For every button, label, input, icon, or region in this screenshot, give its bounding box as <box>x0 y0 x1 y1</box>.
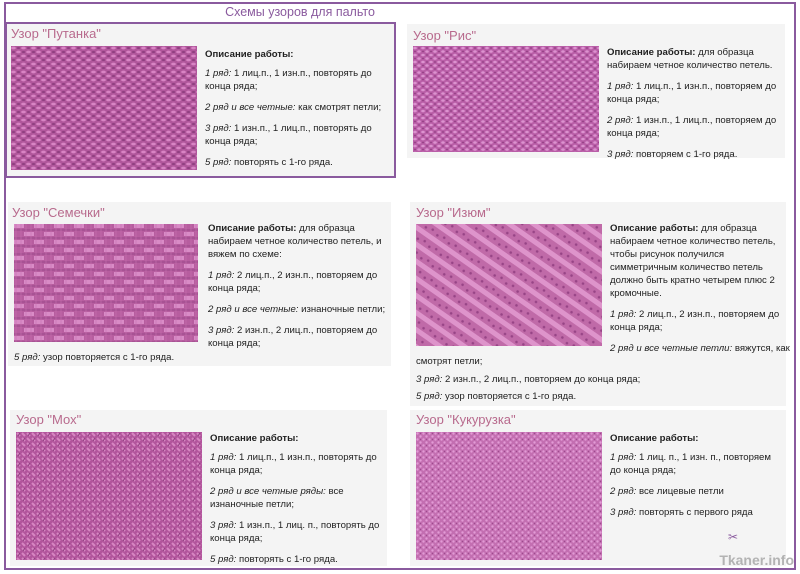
pattern-row5: 5 ряд: узор повторяется с 1-го ряда. <box>14 352 175 363</box>
knit-swatch-image <box>416 432 602 560</box>
knit-swatch-image <box>11 46 197 170</box>
knit-swatch-image <box>14 224 198 342</box>
scissors-icon: ✂ <box>728 530 739 544</box>
pattern-title: Узор "Семечки" <box>12 205 105 220</box>
pattern-title: Узор "Мох" <box>16 412 82 427</box>
pattern-card-izyum <box>410 202 790 406</box>
pattern-row3: 3 ряд: 2 изн.п., 2 лиц.п., повторяем до конца ряда; <box>416 374 641 385</box>
site-logo: Tkaner.info <box>719 552 794 568</box>
page-title: Схемы узоров для пальто <box>225 5 375 19</box>
pattern-title: Узор "Рис" <box>413 28 477 43</box>
knit-swatch-image <box>416 224 602 346</box>
pattern-title: Узор "Изюм" <box>416 205 491 220</box>
pattern-row2-cont: смотрят петли; <box>416 356 483 367</box>
pattern-title: Узор "Путанка" <box>11 26 101 41</box>
pattern-card-semechki <box>8 202 391 366</box>
pattern-description: Описание работы: 1 ряд: 1 лиц. п., 1 изн. п., повторяем до конца ряда; 2 ряд: все лицевые петли 3 ряд: повторять с первого ряда <box>610 433 771 518</box>
knit-swatch-image <box>16 432 202 560</box>
pattern-card-putanka <box>5 22 396 178</box>
pattern-description: Описание работы: для образца набираем четное количество петель, и вяжем по схеме: 1 ряд: 2 лиц.п., 2 изн.п., повторяем до конца ряда; 2 ряд и все четные: изнаночные петли; 3 ряд: 2 изн.п., 2 лиц.п., повторяем до конца ряда; <box>208 223 386 349</box>
pattern-row5: 5 ряд: узор повторяется с 1-го ряда. <box>416 391 577 402</box>
pattern-card-ris <box>407 24 785 158</box>
pattern-description: Описание работы: для образца набираем четное количество петель, чтобы рисунок получился симметричным количество петель должно быть кратно четырем плюс 2 кромочные. 1 ряд: 2 лиц.п., 2 изн.п., повторяем до конца ряда; <box>610 223 780 333</box>
pattern-description: Описание работы: 1 ряд: 1 лиц.п., 1 изн.п., повторять до конца ряда; 2 ряд и все четные ряды: все изнаночные петли; 3 ряд: 1 изн.п., 1 лиц. п., повторять до конца ряда; 5 ряд: повторять с 1-го ряда. <box>210 433 380 565</box>
pattern-title: Узор "Кукурузка" <box>416 412 516 427</box>
knit-swatch-image <box>413 46 599 152</box>
pattern-description: Описание работы: для образца набираем четное количество петель. 1 ряд: 1 лиц.п., 1 изн.п., повторяем до конца ряда; 2 ряд: 1 изн.п., 1 лиц.п., повторяем до конца ряда; 3 ряд: повторяем с 1-го ряда. <box>607 47 777 160</box>
pattern-card-mokh <box>10 410 387 566</box>
pattern-description: Описание работы: 1 ряд: 1 лиц.п., 1 изн.п., повторять до конца ряда; 2 ряд и все четные: как смотрят петли; 3 ряд: 1 изн.п., 1 лиц.п., повторять до конца ряда; 5 ряд: повторять с 1-го ряда. <box>205 49 382 168</box>
pattern-row2: 2 ряд и все четные петли: вяжутся, как <box>610 343 790 354</box>
